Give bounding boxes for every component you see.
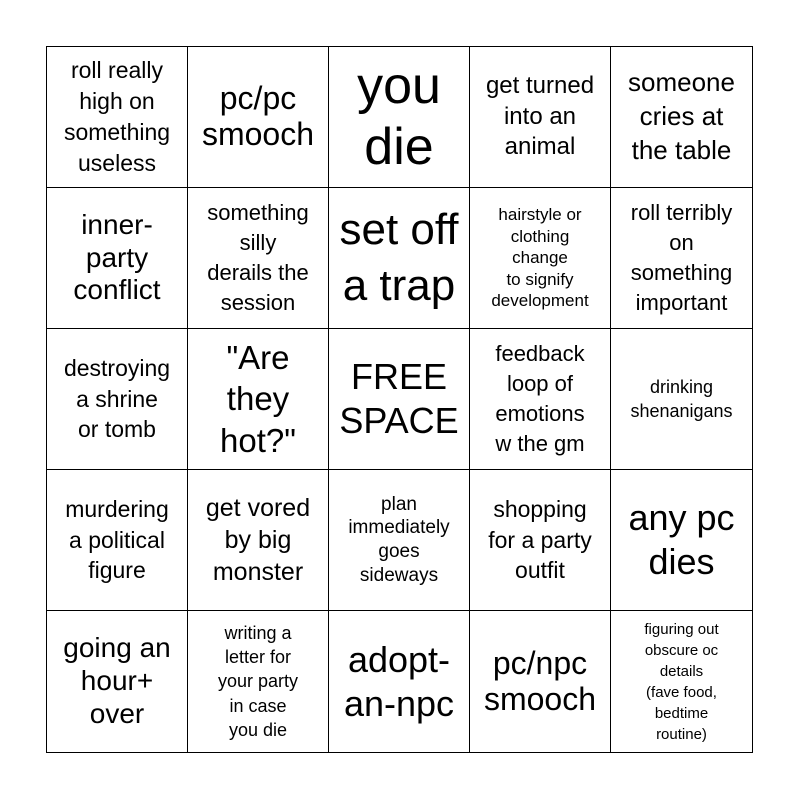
- bingo-cell-r1c5[interactable]: [611, 47, 752, 188]
- bingo-cell-r3c5[interactable]: [611, 329, 752, 470]
- bingo-cell-r2c3[interactable]: [329, 188, 470, 329]
- bingo-cell-r4c3[interactable]: [329, 470, 470, 611]
- cell-text: "Are they hot?": [220, 338, 296, 459]
- cell-text: roll terribly on something important: [630, 200, 733, 315]
- cell-text: shopping for a party outfit: [488, 495, 592, 584]
- cell-text: adopt- an-npc: [343, 638, 455, 724]
- cell-text: feedback loop of emotions w the gm: [495, 341, 585, 456]
- bingo-cell-r4c2[interactable]: [188, 470, 329, 611]
- bingo-cell-r4c4[interactable]: [470, 470, 611, 611]
- bingo-cell-r5c3[interactable]: [329, 611, 470, 752]
- cell-text: FREE SPACE: [339, 356, 459, 441]
- cell-text: writing a letter for your party in case you die: [217, 622, 299, 740]
- cell-text: pc/pc smooch: [201, 80, 315, 152]
- bingo-cell-r5c4[interactable]: [470, 611, 611, 752]
- bingo-cell-r5c5[interactable]: [611, 611, 752, 752]
- bingo-board: [46, 46, 753, 753]
- bingo-cell-r2c5[interactable]: [611, 188, 752, 329]
- cell-text: pc/npc smooch: [483, 644, 597, 717]
- cell-text: hairstyle or clothing change to signify development: [491, 205, 589, 311]
- bingo-cell-r1c2[interactable]: [188, 47, 329, 188]
- cell-text: you die: [357, 57, 441, 176]
- bingo-cell-r5c2[interactable]: [188, 611, 329, 752]
- bingo-cell-r3c3[interactable]: [329, 329, 470, 470]
- cell-text: drinking shenanigans: [630, 376, 733, 421]
- cell-text: something silly derails the session: [207, 200, 309, 315]
- cell-text: plan immediately goes sideways: [348, 493, 450, 586]
- bingo-cell-r1c1[interactable]: [47, 47, 188, 188]
- cell-text: any pc dies: [628, 497, 735, 582]
- bingo-cell-r2c1[interactable]: [47, 188, 188, 329]
- bingo-cell-r3c4[interactable]: [470, 329, 611, 470]
- cell-text: murdering a political figure: [65, 495, 169, 584]
- cell-text: get vored by big monster: [205, 493, 311, 587]
- cell-text: someone cries at the table: [628, 67, 735, 165]
- bingo-cell-r5c1[interactable]: [47, 611, 188, 752]
- bingo-cell-r4c5[interactable]: [611, 470, 752, 611]
- cell-text: set off a trap: [339, 205, 459, 310]
- cell-text: destroying a shrine or tomb: [63, 354, 171, 443]
- bingo-cell-r2c4[interactable]: [470, 188, 611, 329]
- bingo-cell-r3c2[interactable]: [188, 329, 329, 470]
- cell-text: get turned into an animal: [485, 71, 595, 161]
- bingo-cell-r2c2[interactable]: [188, 188, 329, 329]
- cell-text: going an hour+ over: [63, 632, 171, 729]
- cell-text: inner- party conflict: [73, 208, 161, 306]
- cell-text: roll really high on something useless: [63, 57, 171, 176]
- bingo-cell-r1c4[interactable]: [470, 47, 611, 188]
- bingo-cell-r4c1[interactable]: [47, 470, 188, 611]
- bingo-cell-r3c1[interactable]: [47, 329, 188, 470]
- cell-text: figuring out obscure oc details (fave food, bedtime routine): [644, 620, 719, 743]
- bingo-cell-r1c3[interactable]: [329, 47, 470, 188]
